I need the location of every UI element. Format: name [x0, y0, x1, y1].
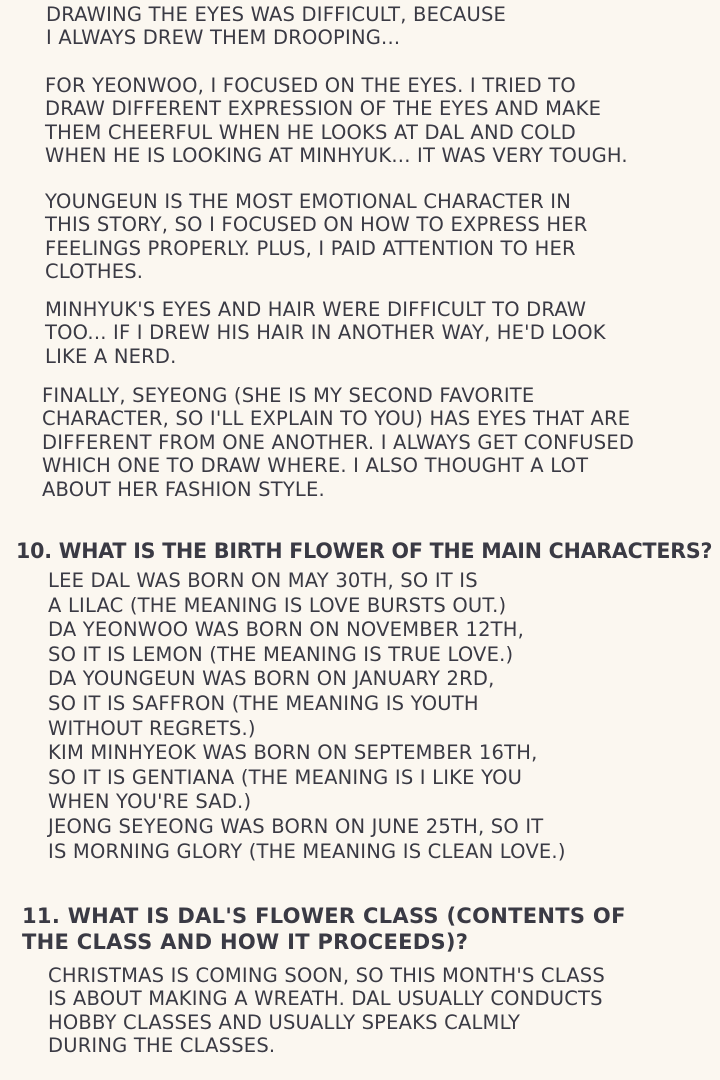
- text-line: LIKE A NERD.: [45, 344, 177, 368]
- answer-line: LEE DAL WAS BORN ON MAY 30TH, SO IT IS: [48, 569, 478, 592]
- text-line: MINHYUK'S EYES AND HAIR WERE DIFFICULT TO DRAW: [45, 298, 587, 321]
- question-10-heading: [16, 538, 720, 564]
- answer-line: JEONG SEYEONG WAS BORN ON JUNE 25TH, SO IT: [48, 814, 544, 838]
- text-line: THIS STORY, SO I FOCUSED ON HOW TO EXPRESS HER: [45, 213, 588, 237]
- answer-line: DA YEONWOO WAS BORN ON NOVEMBER 12TH,: [48, 618, 525, 642]
- text-line: CLOTHES.: [45, 260, 144, 284]
- answer-line: HOBBY CLASSES AND USUALLY SPEAKS CALMLY: [48, 1010, 521, 1034]
- answer-line: IS ABOUT MAKING A WREATH. DAL USUALLY CONDUCTS: [48, 987, 603, 1011]
- text-line: FEELINGS PROPERLY. PLUS, I PAID ATTENTION TO HER: [45, 236, 576, 260]
- text-line: TOO... IF I DREW HIS HAIR IN ANOTHER WAY, HE'D LOOK: [45, 321, 606, 345]
- question-line: 10. WHAT IS THE BIRTH FLOWER OF THE MAIN CHARACTERS?: [16, 539, 713, 563]
- answer-line: WHEN YOU'RE SAD.): [48, 790, 252, 814]
- text-line: WHICH ONE TO DRAW WHERE. I ALSO THOUGHT A LOT: [42, 454, 589, 478]
- answer-line: SO IT IS SAFFRON (THE MEANING IS YOUTH: [48, 691, 479, 715]
- question-line: THE CLASS AND HOW IT PROCEEDS)?: [22, 930, 469, 954]
- text-line: FINALLY, SEYEONG (SHE IS MY SECOND FAVORITE: [42, 384, 535, 407]
- text-line: WHEN HE IS LOOKING AT MINHYUK... IT WAS VERY TOUGH.: [45, 144, 628, 168]
- text-line: DRAW DIFFERENT EXPRESSION OF THE EYES AND MAKE: [45, 97, 602, 121]
- intro-paragraph-2: [45, 74, 628, 168]
- text-line: FOR YEONWOO, I FOCUSED ON THE EYES. I TRIED TO: [45, 74, 576, 97]
- answer-line: KIM MINHYEOK WAS BORN ON SEPTEMBER 16TH,: [48, 741, 538, 765]
- intro-paragraph-5: [42, 384, 634, 501]
- text-line: ABOUT HER FASHION STYLE.: [42, 477, 325, 501]
- answer-line: WITHOUT REGRETS.): [48, 716, 256, 740]
- question-11-heading: [22, 903, 626, 955]
- question-11-answer: [48, 964, 605, 1058]
- text-line: DRAWING THE EYES WAS DIFFICULT, BECAUSE: [46, 3, 507, 26]
- question-10-answer: [48, 569, 566, 864]
- answer-line: A LILAC (THE MEANING IS LOVE BURSTS OUT.): [48, 593, 507, 617]
- text-line: DIFFERENT FROM ONE ANOTHER. I ALWAYS GET CONFUSED: [42, 430, 635, 454]
- text-line: THEM CHEERFUL WHEN HE LOOKS AT DAL AND COLD: [45, 120, 576, 144]
- intro-paragraph-3: [45, 190, 587, 284]
- answer-line: SO IT IS LEMON (THE MEANING IS TRUE LOVE.): [48, 642, 514, 666]
- answer-line: CHRISTMAS IS COMING SOON, SO THIS MONTH'S CLASS: [48, 964, 605, 987]
- intro-paragraph-4: [45, 298, 606, 368]
- intro-paragraph-1: [46, 3, 506, 50]
- answer-line: SO IT IS GENTIANA (THE MEANING IS I LIKE YOU: [48, 765, 523, 789]
- answer-line: IS MORNING GLORY (THE MEANING IS CLEAN LOVE.): [48, 839, 566, 863]
- question-line: 11. WHAT IS DAL'S FLOWER CLASS (CONTENTS OF: [22, 904, 626, 928]
- text-line: YOUNGEUN IS THE MOST EMOTIONAL CHARACTER IN: [45, 190, 572, 213]
- answer-line: DURING THE CLASSES.: [48, 1034, 276, 1058]
- text-line: CHARACTER, SO I'LL EXPLAIN TO YOU) HAS EYES THAT ARE: [42, 407, 631, 431]
- answer-line: DA YOUNGEUN WAS BORN ON JANUARY 2RD,: [48, 667, 495, 691]
- text-line: I ALWAYS DREW THEM DROOPING...: [46, 26, 401, 50]
